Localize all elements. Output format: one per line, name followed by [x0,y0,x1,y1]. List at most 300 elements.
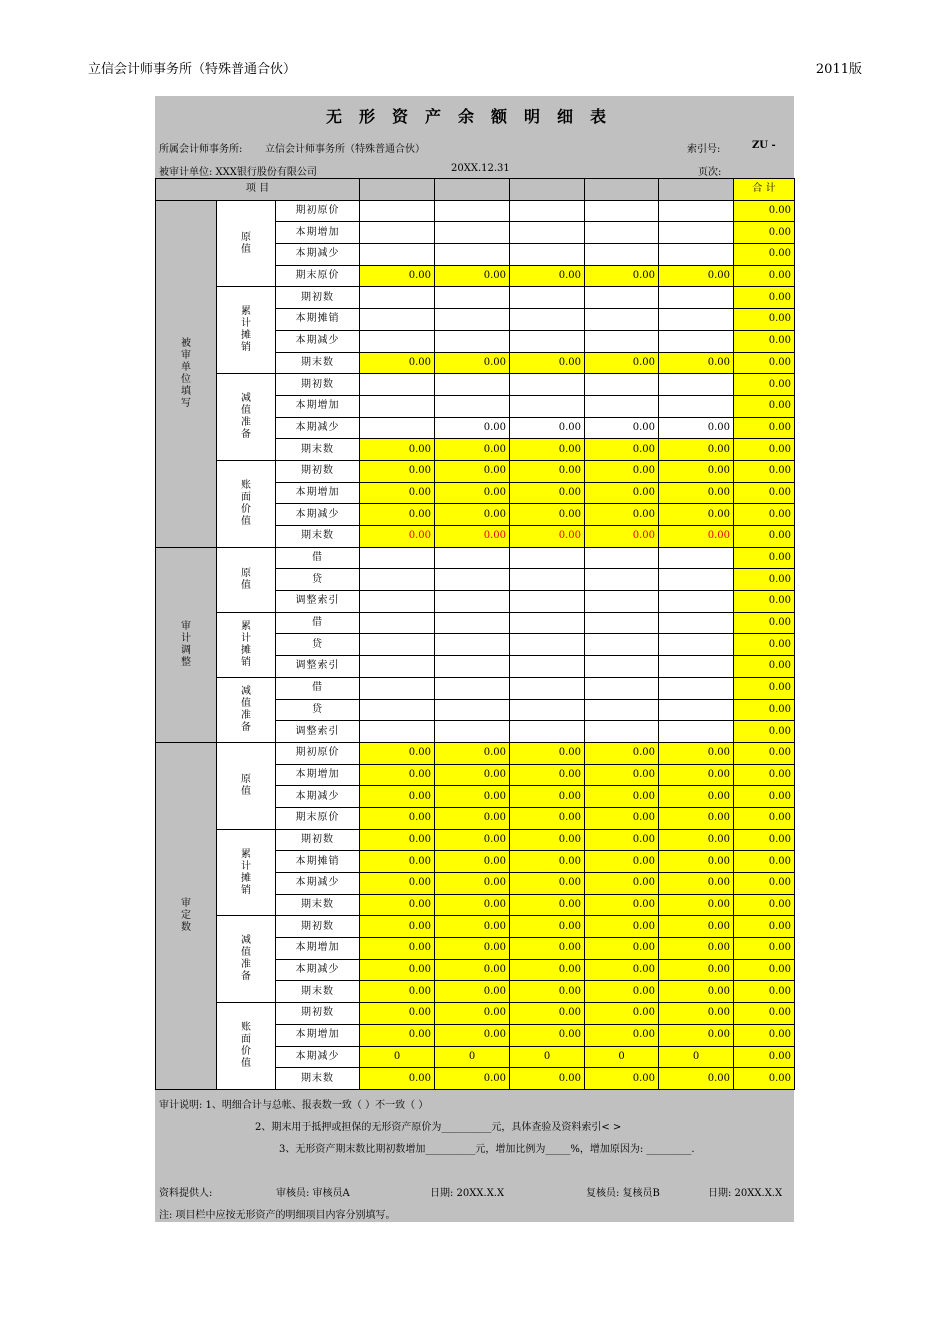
group-label [217,374,276,461]
value-cell[interactable]: 0.00 [510,786,585,808]
value-cell[interactable]: 0.00 [435,439,510,461]
value-cell[interactable]: 0.00 [659,439,734,461]
value-cell[interactable]: 0.00 [435,417,510,439]
value-cell[interactable] [585,222,659,244]
value-cell[interactable]: 0.00 [510,851,585,873]
total-cell: 0.00 [734,981,795,1003]
value-cell[interactable]: 0 [360,1046,435,1068]
value-cell[interactable] [435,677,510,699]
value-cell[interactable] [659,287,734,309]
section-label [156,547,217,742]
total-cell: 0.00 [734,352,795,374]
value-cell[interactable]: 0.00 [585,482,659,504]
total-cell: 0.00 [734,417,795,439]
value-cell[interactable]: 0.00 [360,807,435,829]
value-cell[interactable]: 0.00 [360,1003,435,1025]
value-cell[interactable] [435,656,510,678]
value-cell[interactable] [360,612,435,634]
value-cell[interactable]: 0.00 [659,829,734,851]
value-cell[interactable] [435,200,510,222]
value-cell[interactable]: 0.00 [435,742,510,764]
vertical-label: 审定数 [181,897,191,933]
value-cell[interactable]: 0.00 [585,526,659,548]
group-label [217,1003,276,1090]
value-cell[interactable] [659,569,734,591]
value-cell[interactable]: 0.00 [659,959,734,981]
value-cell[interactable] [585,612,659,634]
vertical-label: 累计摊销 [241,306,251,354]
value-cell[interactable] [360,330,435,352]
row-label: 期初数 [276,916,360,938]
header-column-4 [585,179,659,201]
value-cell[interactable]: 0.00 [659,786,734,808]
row-label: 期末数 [276,894,360,916]
value-cell[interactable]: 0.00 [585,851,659,873]
value-cell[interactable]: 0.00 [659,504,734,526]
value-cell[interactable] [360,374,435,396]
value-cell[interactable] [659,200,734,222]
value-cell[interactable]: 0.00 [435,1003,510,1025]
value-cell[interactable]: 0.00 [360,851,435,873]
value-cell[interactable] [585,200,659,222]
value-cell[interactable] [510,591,585,613]
row-label: 本期增加 [276,395,360,417]
value-cell[interactable]: 0.00 [510,460,585,482]
review-date-a: 日期: 20XX.X.X [430,1188,505,1199]
value-cell[interactable] [585,547,659,569]
value-cell[interactable]: 0.00 [659,460,734,482]
page-label: 页次: [698,167,722,178]
value-cell[interactable] [510,374,585,396]
value-cell[interactable] [585,330,659,352]
total-cell: 0.00 [734,374,795,396]
value-cell[interactable]: 0.00 [585,829,659,851]
value-cell[interactable] [360,200,435,222]
vertical-label: 减值准备 [241,685,251,733]
vertical-label: 原值 [241,773,251,797]
row-label: 本期增加 [276,482,360,504]
value-cell[interactable]: 0.00 [510,894,585,916]
value-cell[interactable]: 0.00 [435,807,510,829]
value-cell[interactable] [585,699,659,721]
value-cell[interactable] [659,309,734,331]
value-cell[interactable]: 0.00 [435,482,510,504]
value-cell[interactable]: 0.00 [510,959,585,981]
section-label [156,742,217,1089]
value-cell[interactable] [360,417,435,439]
value-cell[interactable]: 0.00 [585,1003,659,1025]
value-cell[interactable]: 0.00 [360,265,435,287]
total-cell: 0.00 [734,764,795,786]
group-label [217,547,276,612]
total-cell: 0.00 [734,938,795,960]
value-cell[interactable]: 0.00 [585,873,659,895]
value-cell[interactable]: 0.00 [510,417,585,439]
value-cell[interactable]: 0.00 [360,981,435,1003]
value-cell[interactable] [510,287,585,309]
total-cell: 0.00 [734,309,795,331]
value-cell[interactable]: 0.00 [659,265,734,287]
value-cell[interactable] [659,634,734,656]
value-cell[interactable]: 0.00 [510,764,585,786]
value-cell[interactable]: 0.00 [435,526,510,548]
value-cell[interactable]: 0.00 [659,916,734,938]
value-cell[interactable] [510,222,585,244]
row-label: 期初数 [276,287,360,309]
value-cell[interactable]: 0.00 [585,894,659,916]
value-cell[interactable] [435,721,510,743]
value-cell[interactable] [659,374,734,396]
row-label: 借 [276,677,360,699]
table-row [156,287,795,309]
total-cell: 0.00 [734,244,795,266]
value-cell[interactable]: 0.00 [585,959,659,981]
value-cell[interactable]: 0.00 [360,938,435,960]
value-cell[interactable]: 0.00 [435,764,510,786]
value-cell[interactable]: 0.00 [510,265,585,287]
header-column-5 [659,179,734,201]
row-label: 本期减少 [276,417,360,439]
header-column-1 [360,179,435,201]
row-label: 调整索引 [276,656,360,678]
value-cell[interactable] [659,244,734,266]
value-cell[interactable] [360,699,435,721]
value-cell[interactable]: 0 [585,1046,659,1068]
value-cell[interactable]: 0.00 [659,807,734,829]
value-cell[interactable] [659,699,734,721]
value-cell[interactable] [659,547,734,569]
value-cell[interactable]: 0.00 [585,938,659,960]
total-cell: 0.00 [734,222,795,244]
value-cell[interactable] [360,395,435,417]
value-cell[interactable]: 0.00 [659,764,734,786]
total-cell: 0.00 [734,439,795,461]
value-cell[interactable]: 0.00 [585,265,659,287]
total-cell: 0.00 [734,873,795,895]
row-label: 期末数 [276,352,360,374]
value-cell[interactable] [435,287,510,309]
value-cell[interactable] [510,200,585,222]
value-cell[interactable] [435,612,510,634]
value-cell[interactable] [360,309,435,331]
reviewer-b: 复核员: 复核员B [586,1188,660,1199]
value-cell[interactable]: 0.00 [585,786,659,808]
value-cell[interactable]: 0.00 [585,1068,659,1090]
value-cell[interactable]: 0.00 [659,742,734,764]
value-cell[interactable]: 0.00 [360,460,435,482]
value-cell[interactable] [510,330,585,352]
value-cell[interactable] [360,547,435,569]
value-cell[interactable]: 0.00 [360,526,435,548]
value-cell[interactable] [585,309,659,331]
note-line-3: 3、无形资产期末数比期初数增加__________元，增加比例为_____%，增加原因为: _________. [279,1144,695,1155]
total-cell: 0.00 [734,460,795,482]
value-cell[interactable]: 0.00 [510,1068,585,1090]
total-cell: 0.00 [734,634,795,656]
note-line-2: 2、期末用于抵押或担保的无形资产原价为__________元，具体查验及资料索引< > [255,1122,622,1133]
value-cell[interactable]: 0.00 [510,439,585,461]
row-label: 本期增加 [276,1024,360,1046]
firm-header: 立信会计师事务所（特殊普通合伙） [88,62,297,77]
vertical-label: 原值 [241,567,251,591]
value-cell[interactable] [510,569,585,591]
value-cell[interactable] [585,656,659,678]
value-cell[interactable]: 0.00 [659,417,734,439]
value-cell[interactable]: 0.00 [585,439,659,461]
value-cell[interactable] [435,569,510,591]
total-cell: 0.00 [734,1024,795,1046]
value-cell[interactable] [510,656,585,678]
value-cell[interactable] [510,721,585,743]
value-cell[interactable]: 0.00 [360,504,435,526]
value-cell[interactable]: 0.00 [435,829,510,851]
value-cell[interactable] [435,374,510,396]
value-cell[interactable] [585,569,659,591]
value-cell[interactable]: 0.00 [360,894,435,916]
row-label: 本期减少 [276,786,360,808]
row-label: 本期摊销 [276,851,360,873]
value-cell[interactable]: 0.00 [585,460,659,482]
value-cell[interactable] [435,395,510,417]
value-cell[interactable]: 0.00 [360,959,435,981]
total-cell: 0.00 [734,504,795,526]
total-cell: 0.00 [734,569,795,591]
value-cell[interactable]: 0 [435,1046,510,1068]
vertical-label: 原值 [241,231,251,255]
value-cell[interactable]: 0.00 [659,873,734,895]
row-label: 期末数 [276,1068,360,1090]
value-cell[interactable]: 0.00 [585,742,659,764]
value-cell[interactable]: 0.00 [435,265,510,287]
value-cell[interactable]: 0.00 [435,1024,510,1046]
vertical-label: 减值准备 [241,393,251,441]
value-cell[interactable]: 0.00 [360,352,435,374]
value-cell[interactable]: 0.00 [659,851,734,873]
header-column-2 [435,179,510,201]
value-cell[interactable] [510,547,585,569]
value-cell[interactable]: 0.00 [360,786,435,808]
value-cell[interactable] [510,309,585,331]
table-row [156,374,795,396]
value-cell[interactable] [360,591,435,613]
value-cell[interactable] [585,395,659,417]
value-cell[interactable] [659,222,734,244]
value-cell[interactable] [360,244,435,266]
value-cell[interactable]: 0.00 [510,938,585,960]
value-cell[interactable]: 0.00 [510,981,585,1003]
value-cell[interactable] [510,634,585,656]
value-cell[interactable]: 0.00 [360,873,435,895]
value-cell[interactable]: 0.00 [435,916,510,938]
total-cell: 0.00 [734,612,795,634]
value-cell[interactable]: 0.00 [510,526,585,548]
row-label: 期初原价 [276,200,360,222]
value-cell[interactable]: 0.00 [510,482,585,504]
value-cell[interactable]: 0.00 [585,504,659,526]
total-cell: 0.00 [734,265,795,287]
value-cell[interactable]: 0.00 [510,829,585,851]
row-label: 贷 [276,634,360,656]
row-label: 期末数 [276,439,360,461]
row-label: 本期增加 [276,938,360,960]
asset-table [155,178,795,1090]
value-cell[interactable] [360,287,435,309]
value-cell[interactable] [585,374,659,396]
value-cell[interactable]: 0.00 [360,439,435,461]
value-cell[interactable]: 0.00 [360,482,435,504]
total-cell: 0.00 [734,894,795,916]
firm-label: 所属会计师事务所: [159,144,243,155]
value-cell[interactable]: 0.00 [435,959,510,981]
value-cell[interactable]: 0.00 [585,764,659,786]
value-cell[interactable]: 0 [510,1046,585,1068]
value-cell[interactable]: 0.00 [510,1003,585,1025]
value-cell[interactable]: 0.00 [659,981,734,1003]
value-cell[interactable] [585,677,659,699]
value-cell[interactable] [659,330,734,352]
row-label: 调整索引 [276,721,360,743]
row-label: 借 [276,547,360,569]
value-cell[interactable]: 0.00 [585,807,659,829]
value-cell[interactable]: 0.00 [585,981,659,1003]
fill-note: 注: 项目栏中应按无形资产的明细项目内容分别填写。 [159,1210,396,1221]
value-cell[interactable]: 0.00 [659,1003,734,1025]
value-cell[interactable]: 0.00 [659,352,734,374]
total-cell: 0.00 [734,807,795,829]
row-label: 期初原价 [276,742,360,764]
value-cell[interactable] [360,569,435,591]
value-cell[interactable]: 0.00 [510,352,585,374]
value-cell[interactable]: 0.00 [435,504,510,526]
value-cell[interactable] [659,677,734,699]
value-cell[interactable]: 0.00 [585,1024,659,1046]
index-label: 索引号: [687,144,721,155]
value-cell[interactable] [585,634,659,656]
value-cell[interactable]: 0.00 [435,981,510,1003]
value-cell[interactable]: 0.00 [435,1068,510,1090]
value-cell[interactable]: 0.00 [360,764,435,786]
table-row [156,829,795,851]
value-cell[interactable] [585,287,659,309]
value-cell[interactable] [659,591,734,613]
table-row [156,547,795,569]
value-cell[interactable]: 0.00 [360,1068,435,1090]
total-cell: 0.00 [734,591,795,613]
value-cell[interactable] [659,656,734,678]
review-date-b: 日期: 20XX.X.X [708,1188,783,1199]
table-row [156,460,795,482]
value-cell[interactable] [510,244,585,266]
group-label [217,677,276,742]
value-cell[interactable]: 0.00 [510,873,585,895]
total-cell: 0.00 [734,1003,795,1025]
group-label [217,287,276,374]
value-cell[interactable]: 0.00 [360,916,435,938]
value-cell[interactable] [659,612,734,634]
value-cell[interactable] [435,244,510,266]
entity-label: 被审计单位: XXX银行股份有限公司 [159,167,317,178]
value-cell[interactable]: 0.00 [510,916,585,938]
value-cell[interactable] [510,612,585,634]
value-cell[interactable]: 0.00 [435,938,510,960]
value-cell[interactable]: 0.00 [510,742,585,764]
row-label: 期末原价 [276,265,360,287]
value-cell[interactable]: 0.00 [435,786,510,808]
value-cell[interactable]: 0.00 [585,352,659,374]
value-cell[interactable] [360,222,435,244]
row-label: 本期减少 [276,504,360,526]
value-cell[interactable] [585,244,659,266]
value-cell[interactable]: 0.00 [510,1024,585,1046]
total-cell: 0.00 [734,959,795,981]
value-cell[interactable] [510,699,585,721]
value-cell[interactable]: 0.00 [360,1024,435,1046]
value-cell[interactable]: 0.00 [435,873,510,895]
value-cell[interactable] [510,395,585,417]
group-label [217,916,276,1003]
total-cell: 0.00 [734,482,795,504]
value-cell[interactable]: 0.00 [510,807,585,829]
value-cell[interactable]: 0.00 [435,352,510,374]
group-label [217,612,276,677]
value-cell[interactable] [585,591,659,613]
value-cell[interactable]: 0.00 [659,526,734,548]
value-cell[interactable]: 0.00 [659,938,734,960]
value-cell[interactable]: 0.00 [659,894,734,916]
value-cell[interactable] [435,547,510,569]
header-column-3 [510,179,585,201]
row-label: 期末原价 [276,807,360,829]
table-row [156,612,795,634]
value-cell[interactable]: 0.00 [360,742,435,764]
value-cell[interactable] [435,699,510,721]
value-cell[interactable]: 0.00 [585,417,659,439]
total-cell: 0.00 [734,200,795,222]
value-cell[interactable] [360,721,435,743]
value-cell[interactable]: 0.00 [659,1024,734,1046]
index-value: ZU - [752,140,776,151]
value-cell[interactable] [435,330,510,352]
value-cell[interactable]: 0 [659,1046,734,1068]
value-cell[interactable]: 0.00 [435,894,510,916]
row-label: 本期减少 [276,244,360,266]
value-cell[interactable]: 0.00 [659,482,734,504]
group-label [217,829,276,916]
value-cell[interactable] [585,721,659,743]
value-cell[interactable]: 0.00 [585,916,659,938]
total-cell: 0.00 [734,526,795,548]
value-cell[interactable] [360,656,435,678]
value-cell[interactable] [435,634,510,656]
value-cell[interactable] [435,222,510,244]
value-cell[interactable] [510,677,585,699]
value-cell[interactable] [360,634,435,656]
value-cell[interactable] [435,309,510,331]
value-cell[interactable]: 0.00 [659,1068,734,1090]
value-cell[interactable] [360,677,435,699]
value-cell[interactable]: 0.00 [360,829,435,851]
value-cell[interactable]: 0.00 [510,504,585,526]
group-label [217,460,276,547]
value-cell[interactable]: 0.00 [435,460,510,482]
value-cell[interactable] [659,721,734,743]
value-cell[interactable] [659,395,734,417]
value-cell[interactable]: 0.00 [435,851,510,873]
total-cell: 0.00 [734,1068,795,1090]
value-cell[interactable] [435,591,510,613]
header-item: 项 目 [156,179,360,201]
table-row [156,916,795,938]
